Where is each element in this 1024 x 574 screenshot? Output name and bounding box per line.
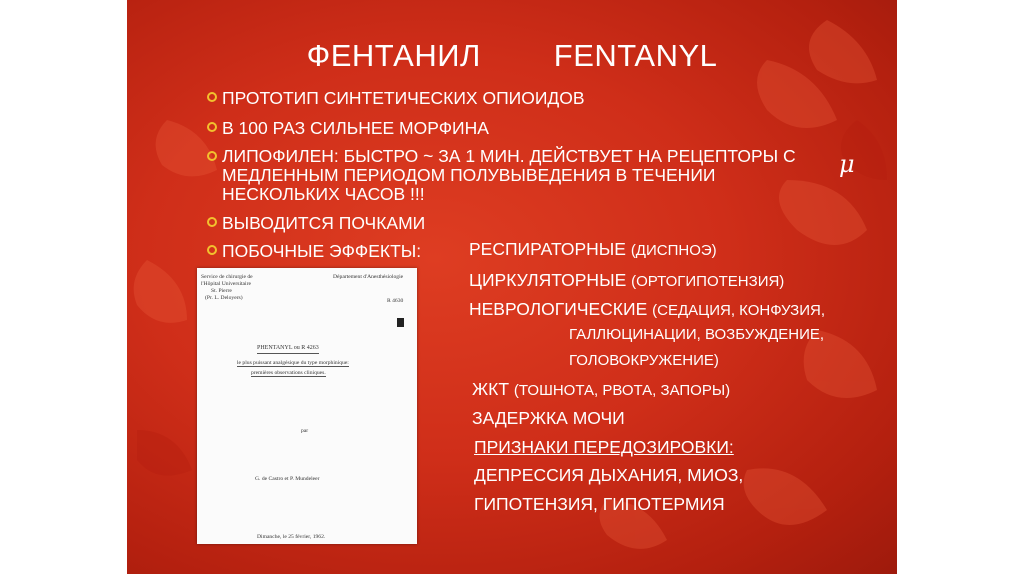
side-effect-neuro: НЕВРОЛОГИЧЕСКИЕ (СЕДАЦИЯ, КОНФУЗИЯ, (469, 299, 826, 319)
side-effect-circulatory: ЦИРКУЛЯТОРНЫЕ (ОРТОГИПОТЕНЗИЯ) (469, 270, 785, 290)
bullet-text: В 100 РАЗ СИЛЬНЕЕ МОРФИНА (222, 118, 489, 138)
side-effect-gi: ЖКТ (ТОШНОТА, РВОТА, ЗАПОРЫ) (472, 379, 731, 399)
bullet-item (222, 147, 832, 204)
side-effect-neuro-note: ГОЛОВОКРУЖЕНИЕ) (569, 352, 719, 369)
mu-symbol: μ (839, 150, 855, 178)
bullet-icon (207, 245, 217, 255)
bullet-item (222, 118, 489, 138)
bullet-text: ПРОТОТИП СИНТЕТИЧЕСКИХ ОПИОИДОВ (222, 88, 585, 108)
bullet-icon (207, 92, 217, 102)
overdose-line: ДЕПРЕССИЯ ДЫХАНИЯ, МИОЗ, (474, 465, 744, 485)
side-effect-neuro-note: ГАЛЛЮЦИНАЦИИ, ВОЗБУЖДЕНИЕ, (569, 326, 825, 343)
side-effect-respiratory: РЕСПИРАТОРНЫЕ (ДИСПНОЭ) (469, 239, 717, 259)
bullet-text: ПОБОЧНЫЕ ЭФФЕКТЫ: (222, 241, 422, 261)
bullet-icon (207, 122, 217, 132)
stamp-mark (397, 318, 404, 327)
bullet-item (222, 88, 585, 108)
slide-title: ФЕНТАНИЛ FENTANYL (306, 38, 718, 73)
bullet-text: ЛИПОФИЛЕН: БЫСТРО ~ ЗА 1 МИН. ДЕЙСТВУЕТ НА РЕЦЕПТОРЫ С МЕДЛЕННЫМ ПЕРИОДОМ ПОЛУВЫВЕДЕНИЯ В ТЕЧЕНИИ НЕСКОЛЬКИХ ЧАСОВ !!! (222, 146, 796, 204)
bullet-icon (207, 151, 217, 161)
bullet-text: ВЫВОДИТСЯ ПОЧКАМИ (222, 213, 426, 233)
slide (127, 0, 897, 574)
side-effect-urine: ЗАДЕРЖКА МОЧИ (472, 408, 625, 428)
overdose-title: ПРИЗНАКИ ПЕРЕДОЗИРОВКИ: (474, 437, 734, 457)
overdose-line: ГИПОТЕНЗИЯ, ГИПОТЕРМИЯ (474, 494, 725, 514)
bullet-item (222, 241, 421, 261)
bullet-icon (207, 217, 217, 227)
document-image: Service de chirurgie de l'Hôpital Universitaire St. Pierre (Pr. L. Deloyers) Département d'Anesthésiologie R 4630 PHENTANYL ou R 4263 le plus puissant analgésique du type morphinique: premières observations cliniques. par G. de Castro et P. Mundeleer Dimanche, le 25 février, 1962. (197, 268, 417, 544)
bullet-item (222, 213, 425, 233)
